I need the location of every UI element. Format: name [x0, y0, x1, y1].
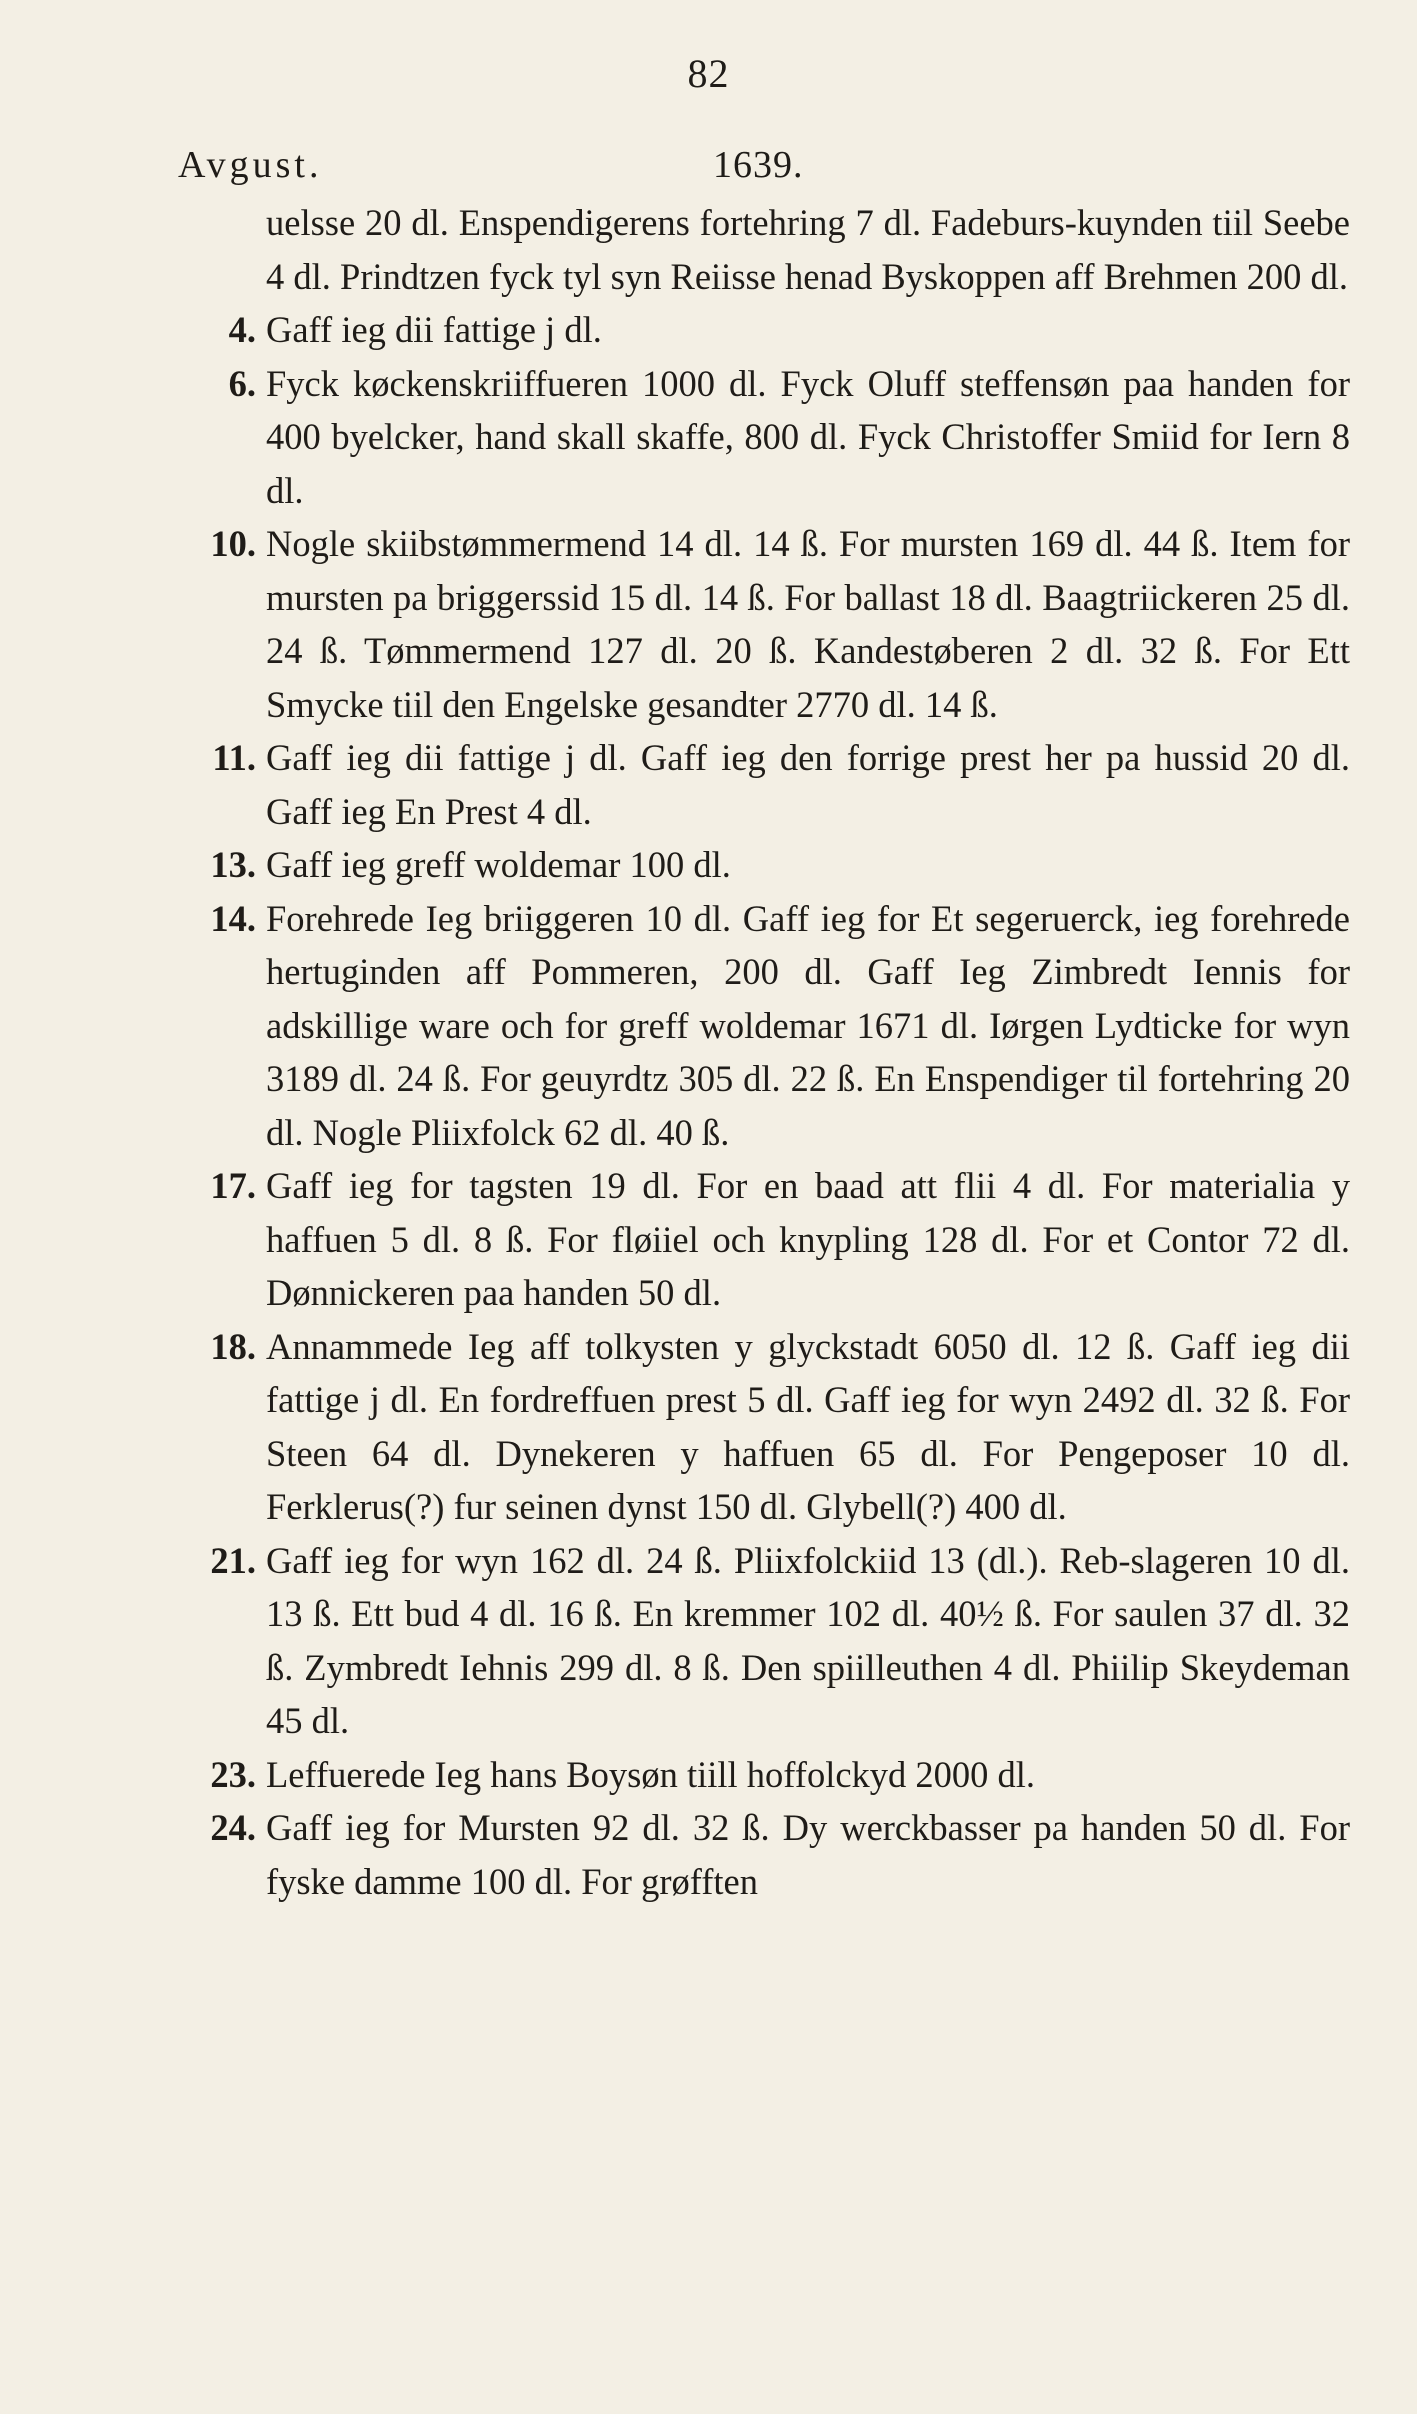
entry-day: 17.	[210, 1165, 256, 1206]
entry-day-21	[178, 1534, 1350, 1748]
entry-day: 14.	[210, 897, 256, 939]
entry-text: Annammede Ieg aff tolkysten y glyckstadt 6050 dl. 12 ß. Gaff ieg dii fattige j dl. En fordreffuen prest 5 dl. Gaff ieg for wyn 2492 dl. 32 ß. For Steen 64 dl. Dynekeren y haffuen 65 dl. For Pengeposer 10 dl. Ferklerus(?) fur seinen dynst 150 dl. Glybell(?) 400 dl.	[266, 1325, 1350, 1527]
entry-day-13	[178, 838, 1350, 892]
entry-day-24	[178, 1801, 1350, 1908]
running-head-month: Avgust.	[178, 144, 323, 186]
diary-entries	[178, 196, 1350, 1908]
entry-text: Nogle skiibstømmermend 14 dl. 14 ß. For mursten 169 dl. 44 ß. Item for mursten pa briggerssid 15 dl. 14 ß. For ballast 18 dl. Baagtriickeren 25 dl. 24 ß. Tømmermend 127 dl. 20 ß. Kandestøberen 2 dl. 32 ß. For Ett Smycke tiil den Engelske gesandter 2770 dl. 14 ß.	[266, 523, 1350, 725]
entry-day-10	[178, 517, 1350, 731]
entry-text: Fyck køckenskriiffueren 1000 dl. Fyck Oluff steffensøn paa handen for 400 byelcker, hand skall skaffe, 800 dl. Fyck Christoffer Smiid for Iern 8 dl.	[266, 362, 1350, 511]
entry-day-11	[178, 731, 1350, 838]
entry-day: 4.	[228, 309, 256, 350]
entry-text: Gaff ieg greff woldemar 100 dl.	[266, 844, 731, 885]
entry-day: 18.	[210, 1325, 256, 1367]
entry-day-14	[178, 892, 1350, 1160]
entry-day: 24.	[210, 1807, 256, 1848]
entry-text: Forehrede Ieg briiggeren 10 dl. Gaff ieg for Et segeruerck, ieg forehrede hertuginden aff Pommeren, 200 dl. Gaff Ieg Zimbredt Iennis for adskillige ware och for greff woldemar 1671 dl. Iørgen Lydticke for wyn 3189 dl. 24 ß. For geuyrdtz 305 dl. 22 ß. En Enspendiger til fortehring 20 dl. Nogle Pliixfolck 62 dl. 40 ß.	[266, 897, 1350, 1153]
running-head	[178, 143, 1358, 193]
entry-text: Gaff ieg dii fattige j dl.	[266, 309, 602, 350]
entry-text: Gaff ieg for Mursten 92 dl. 32 ß. Dy werckbasser pa handen 50 dl. For fyske damme 100 dl. For grøfften	[266, 1807, 1350, 1902]
running-head-year: 1639.	[713, 144, 804, 186]
entry-day: 11.	[212, 737, 256, 778]
entry-text: Gaff ieg for wyn 162 dl. 24 ß. Pliixfolckiid 13 (dl.). Reb-slageren 10 dl. 13 ß. Ett bud 4 dl. 16 ß. En kremmer 102 dl. 40½ ß. For saulen 37 dl. 32 ß. Zymbredt Iehnis 299 dl. 8 ß. Den spiilleuthen 4 dl. Phiilip Skeydeman 45 dl.	[266, 1539, 1350, 1741]
entry-day: 6.	[228, 362, 256, 404]
entry-day: 23.	[210, 1753, 256, 1795]
entry-day-17	[178, 1159, 1350, 1320]
entry-text: Leffuerede Ieg hans Boysøn tiill hoffolckyd 2000 dl.	[266, 1753, 1036, 1795]
entry-day-4	[178, 303, 1350, 357]
entry-text: uelsse 20 dl. Enspendigerens fortehring 7 dl. Fadeburs-kuynden tiil Seebe 4 dl. Prindtzen fyck tyl syn Reiisse henad Byskoppen aff Brehmen 200 dl.	[266, 202, 1350, 297]
page-number: 82	[687, 51, 730, 96]
entry-day-18	[178, 1320, 1350, 1534]
entry-day: 10.	[210, 523, 256, 564]
entry-day: 21.	[210, 1539, 256, 1581]
entry-continuation	[178, 196, 1350, 303]
entry-text: Gaff ieg dii fattige j dl. Gaff ieg den forrige prest her pa hussid 20 dl. Gaff ieg En Prest 4 dl.	[266, 737, 1350, 832]
entry-day-23	[178, 1748, 1350, 1802]
entry-day: 13.	[210, 844, 256, 885]
entry-text: Gaff ieg for tagsten 19 dl. For en baad att flii 4 dl. For materialia y haffuen 5 dl. 8 ß. For fløiiel och knypling 128 dl. For et Contor 72 dl. Dønnickeren paa handen 50 dl.	[266, 1165, 1350, 1313]
entry-day-6	[178, 357, 1350, 518]
